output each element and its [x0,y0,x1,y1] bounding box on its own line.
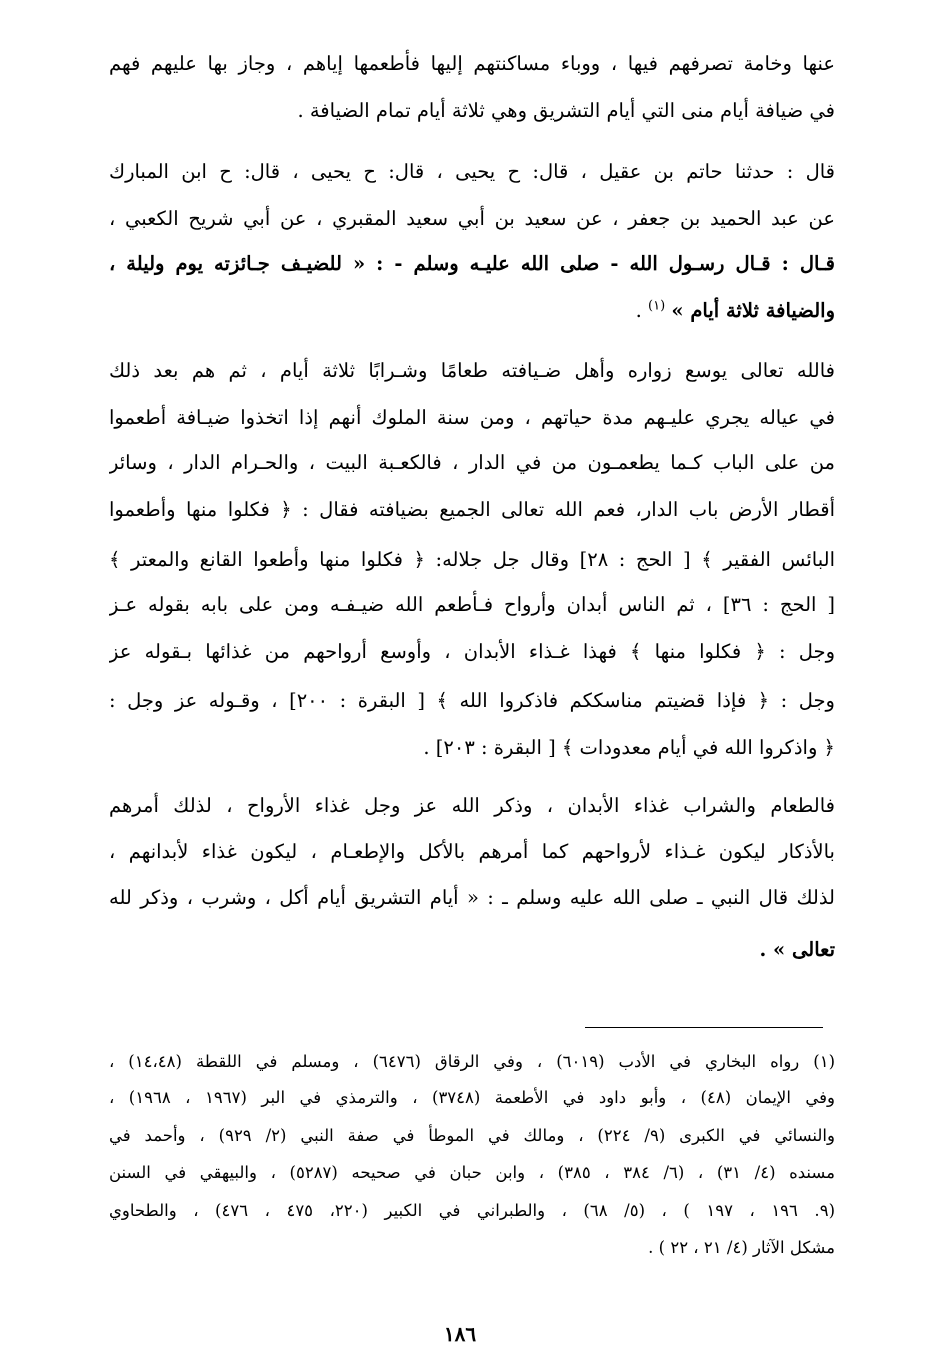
footnote-line: (١) رواه البخاري في الأدب (٦٠١٩) ، وفي الرقاق (٦٤٧٦) ، ومسلم في اللقطة (١٤،٤٨) ، [109,1052,835,1071]
text-line: عن عبد الحميد بن جعفر ، عن سعيد بن أبي سعيد المقبري ، عن أبي شريح الكعبي ، [109,207,835,230]
footnote-line: (٩. ١٩٦ ، ١٩٧ ) ، (٥/ ٦٨) ، والطبراني في الكبير (٢٢٠، ٤٧٥ ، ٤٧٦) ، والطحاوي [109,1201,835,1220]
text-line: أقطار الأرض باب الدار، فعم الله تعالى الجميع بضيافته فقال : ﴿ فكلوا منها وأطعموا [109,498,835,521]
text-line: فالطعام والشراب غذاء الأبدان ، وذكر الله عز وجل غذاء الأرواح ، لذلك أمرهم [109,794,835,817]
footnote-separator [585,1027,823,1028]
footnote-line: والنسائي في الكبرى (٩/ ٢٢٤) ، ومالك في الموطأ في صفة النبي (٢/ ٩٢٩) ، وأحمد في [109,1126,835,1145]
hadith-end-line [109,291,835,331]
text-line: وجل : ﴿ فإذا قضيتم مناسككم فاذكروا الله ﴾ [ البقرة : ٢٠٠] ، وقـوله عز وجل : [109,689,835,712]
footnote-line: وفي الإيمان (٤٨) ، وأبو داود في الأطعمة (٣٧٤٨) ، والترمذي في البر (١٩٦٧ ، ١٩٦٨) ، [109,1088,835,1107]
page-number: ١٨٦ [443,1322,477,1346]
footnote-line: مشكل الآثار (٤/ ٢١ ، ٢٢ ) . [648,1238,835,1257]
text-line: ﴿ واذكروا الله في أيام معدودات ﴾ [ البقرة : ٢٠٣] . [423,736,835,759]
text-line: تعالى » . [759,938,835,961]
text-line: وجل : ﴿ فكلوا منها ﴾ فهذا غـذاء الأبدان ، وأوسع أرواحهم من غذائها بـقوله عز [109,640,835,663]
hadith-end-text: والضيافة ثلاثة أيام » [671,299,835,322]
text-line: في عياله يجري عليـهم مدة حياتهم ، ومن سنة الملوك أنهم إذا اتخذوا ضيـافة أطعموا [109,406,835,429]
end-mark: . [635,299,642,322]
text-line: قال : حدثنا حاتم بن عقيل ، قال: ح يحيى ، قال: ح يحيى ، قال: ح ابن المبارك [109,160,835,183]
text-line: في ضيافة أيام منى التي أيام التشريق وهي ثلاثة أيام تمام الضيافة . [297,99,835,122]
text-line: [ الحج : ٣٦] ، ثم الناس أبدان وأرواح فـأطعم الله ضيـفـه ومن على بابه بقوله عـز [109,593,835,616]
text-line: البائس الفقير ﴾ [ الحج : ٢٨] وقال جل جلاله: ﴿ فكلوا منها وأطعوا القانع والمعتر ﴾ [109,548,835,571]
text-line: بالأذكار ليكون غـذاء لأرواحهم كما أمرهم بالأكل والإطعـام ، ليكون غذاء لأبدانهم ، [109,840,835,863]
hadith-line: قـال : قـال رسـول الله - صلى الله عليـه وسلم - : « للضيـف جـائزته يوم وليلة ، [109,252,835,275]
text-line: لذلك قال النبي ـ صلى الله عليه وسلم ـ : « أيام التشريق أيام أكل ، وشرب ، وذكر لله [109,886,835,909]
text-line: عنها وخامة تصرفهم فيها ، ووباء مساكنتهم إليها فأطعمها إياهم ، وجاز بها عليهم فهم [109,52,835,75]
footnote-ref: (١) [648,298,666,314]
text-line: من على الباب كـما يطعمـون من في الدار ، فالكعـبة البيت ، والحـرام الدار ، وسائر [109,451,835,474]
footnote-line: مسنده (٤/ ٣١) ، (٦/ ٣٨٤ ، ٣٨٥) ، وابن حبان في صحيحه (٥٢٨٧) ، والبيهقي في السنن [109,1163,835,1182]
text-line: فالله تعالى يوسع زواره وأهل ضـيافته طعامًا وشـرابًا ثلاثة أيام ، ثم هم بعد ذلك [109,359,835,382]
